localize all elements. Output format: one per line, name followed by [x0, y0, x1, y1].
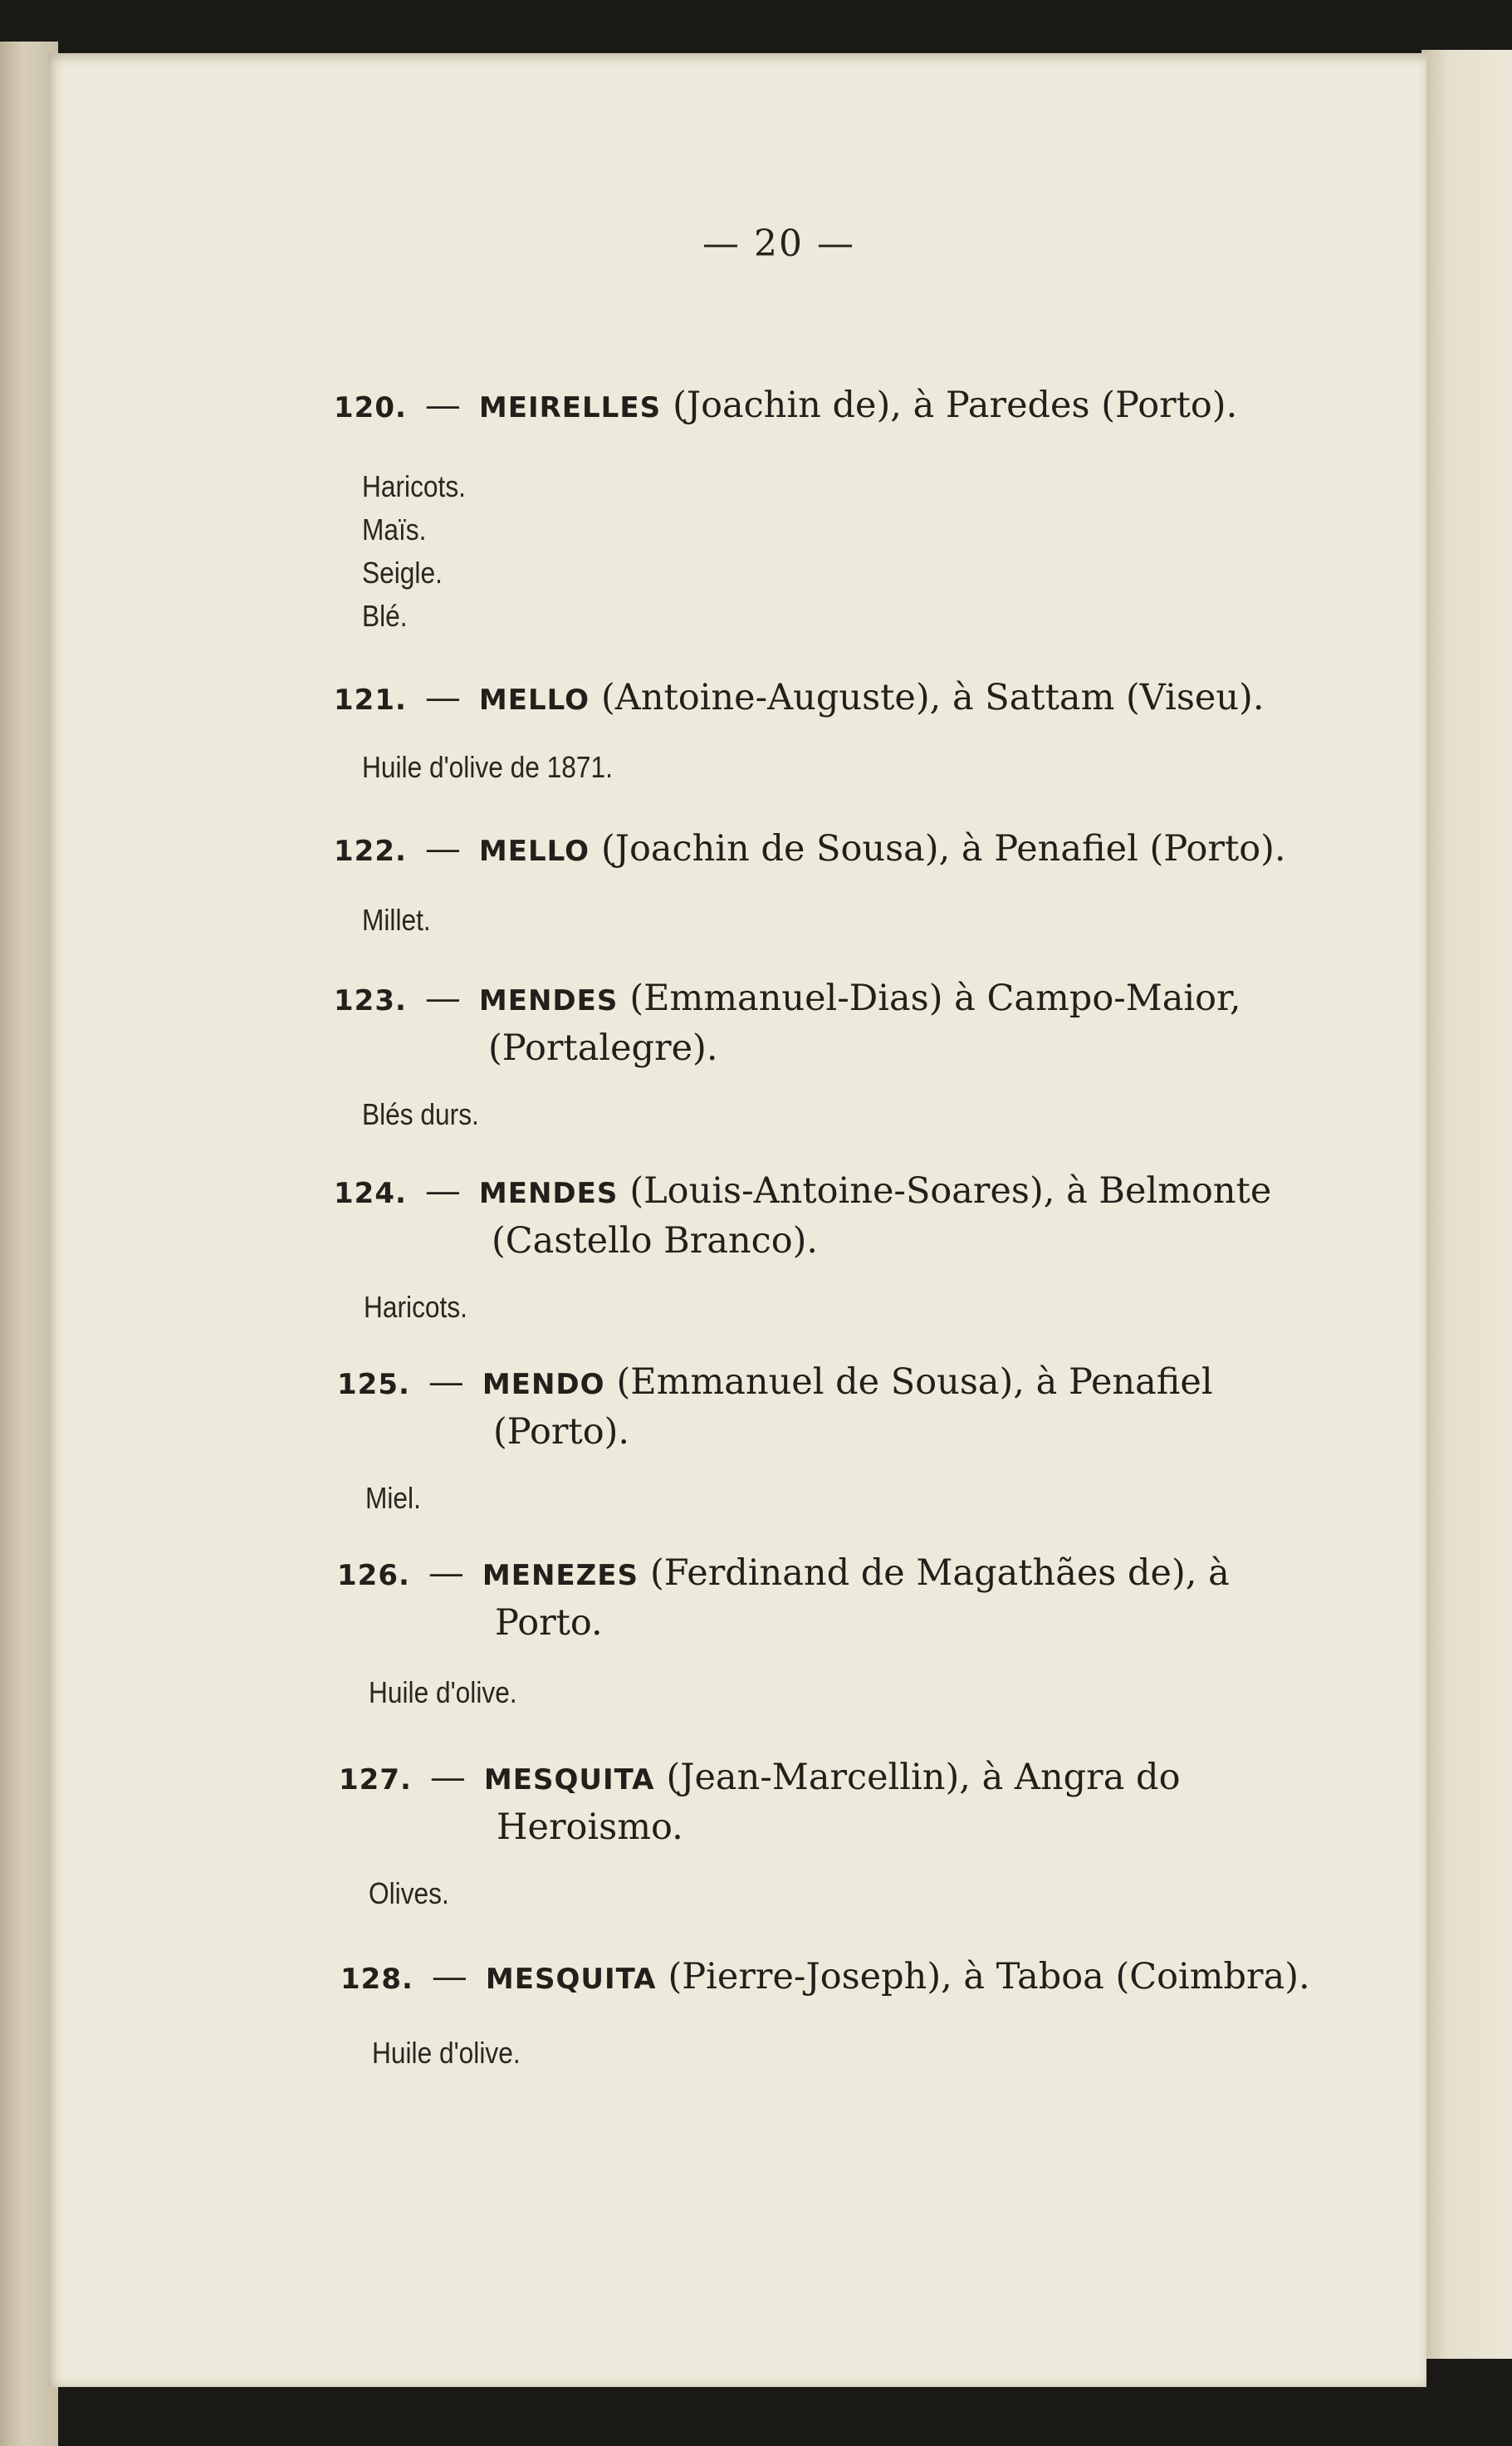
product-item: Huile d'olive. — [369, 1675, 517, 1709]
entry-number: 121. — [334, 684, 407, 717]
entry-heading — [340, 1952, 1310, 2004]
product-item: Millet. — [362, 903, 431, 937]
entry-description-continued: Heroismo. — [497, 1806, 683, 1848]
product-item: Huile d'olive de 1871. — [362, 750, 613, 784]
entry-dash: — — [424, 385, 461, 426]
entry-dash: — — [429, 1757, 466, 1798]
entry-description: (Antoine-Auguste), à Sattam (Viseu). — [600, 677, 1265, 718]
entry-heading — [337, 1548, 1230, 1644]
entry-heading — [334, 673, 1265, 725]
product-item: Blés durs. — [362, 1097, 479, 1131]
entry-description-continued: (Portalegre). — [488, 1027, 718, 1069]
product-item: Haricots. — [362, 469, 466, 503]
entry-name: MELLO — [478, 835, 590, 868]
entry-number: 124. — [334, 1177, 407, 1210]
entry-number: 128. — [340, 1963, 413, 1996]
entry-dash: — — [424, 677, 461, 718]
product-item: Haricots. — [364, 1290, 467, 1324]
product-item: Olives. — [369, 1876, 449, 1910]
entry-name: MENDES — [478, 984, 619, 1017]
entry-description-continued: (Castello Branco). — [492, 1220, 819, 1262]
entry-heading — [334, 824, 1286, 876]
entry-description: (Joachin de), à Paredes (Porto). — [673, 385, 1238, 426]
entry-dash: — — [428, 1552, 464, 1594]
entry-description: (Pierre-Joseph), à Taboa (Coimbra). — [668, 1956, 1310, 1997]
page-number: — 20 — — [702, 223, 855, 265]
entry-name: MESQUITA — [483, 1763, 655, 1797]
entry-name: MENEZES — [482, 1559, 639, 1592]
entry-number: 125. — [337, 1368, 410, 1401]
entry-number: 120. — [334, 391, 407, 424]
entry-description: (Emmanuel-Dias) à Campo-Maior, — [629, 978, 1241, 1019]
entry-description: (Jean-Marcellin), à Angra do — [666, 1757, 1181, 1798]
entry-name: MENDES — [478, 1177, 619, 1210]
product-item: Miel. — [365, 1481, 421, 1515]
product-item: Huile d'olive. — [372, 2036, 521, 2070]
entry-dash: — — [428, 1361, 464, 1403]
entry-heading — [334, 973, 1241, 1069]
entry-number: 123. — [334, 984, 407, 1017]
entry-description: (Emmanuel de Sousa), à Penafiel — [616, 1361, 1213, 1403]
entry-dash: — — [424, 828, 461, 870]
entry-dash: — — [424, 978, 461, 1019]
entry-dash: — — [431, 1956, 467, 1997]
entry-heading — [339, 1752, 1181, 1848]
entry-name: MESQUITA — [485, 1963, 657, 1996]
right-page-edge — [1421, 50, 1512, 2359]
entry-name: MENDO — [482, 1368, 605, 1401]
entry-name: MEIRELLES — [478, 391, 662, 424]
entry-description: (Louis-Antoine-Soares), à Belmonte — [629, 1170, 1272, 1212]
product-item: Seigle. — [362, 556, 443, 590]
entry-heading — [334, 380, 1237, 433]
entry-heading — [334, 1166, 1272, 1262]
entry-heading — [337, 1357, 1213, 1453]
entry-name: MELLO — [478, 684, 590, 717]
entry-description-continued: (Porto). — [493, 1411, 630, 1453]
entry-description-continued: Porto. — [495, 1602, 603, 1644]
entry-dash: — — [424, 1170, 461, 1212]
entry-description: (Joachin de Sousa), à Penafiel (Porto). — [600, 828, 1286, 870]
entry-description: (Ferdinand de Magathães de), à — [650, 1552, 1230, 1594]
product-item: Maïs. — [362, 512, 427, 547]
entry-number: 127. — [339, 1763, 412, 1797]
entry-number: 122. — [334, 835, 407, 868]
product-item: Blé. — [362, 599, 408, 633]
entry-number: 126. — [337, 1559, 410, 1592]
